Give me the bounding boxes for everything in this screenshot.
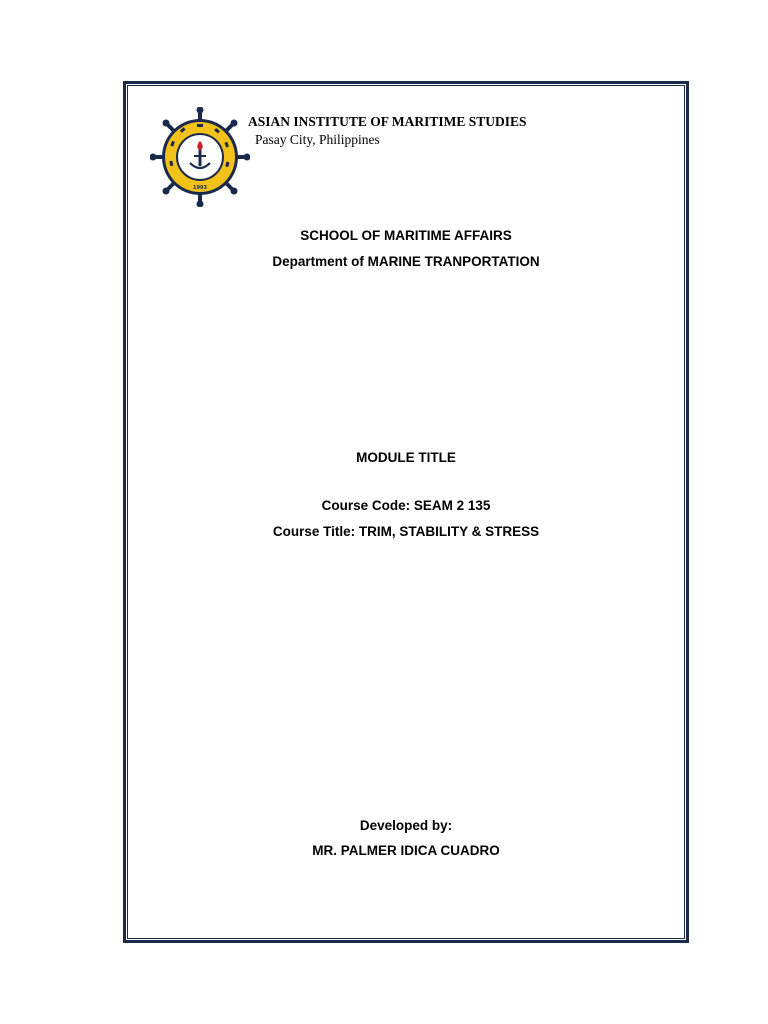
svg-text:1993: 1993: [193, 185, 207, 191]
department-name: Department of MARINE TRANPORTATION: [272, 254, 540, 269]
school-name: SCHOOL OF MARITIME AFFAIRS: [300, 228, 512, 243]
module-title: MODULE TITLE: [356, 450, 456, 465]
institution-name: ASIAN INSTITUTE OF MARITIME STUDIES: [248, 114, 527, 129]
institute-seal-icon: [150, 107, 250, 207]
author-name: MR. PALMER IDICA CUADRO: [312, 843, 500, 858]
institution-location: Pasay City, Philippines: [255, 132, 380, 147]
course-code: Course Code: SEAM 2 135: [321, 498, 491, 513]
course-title: Course Title: TRIM, STABILITY & STRESS: [272, 524, 540, 539]
developed-by-label: Developed by:: [359, 818, 453, 833]
